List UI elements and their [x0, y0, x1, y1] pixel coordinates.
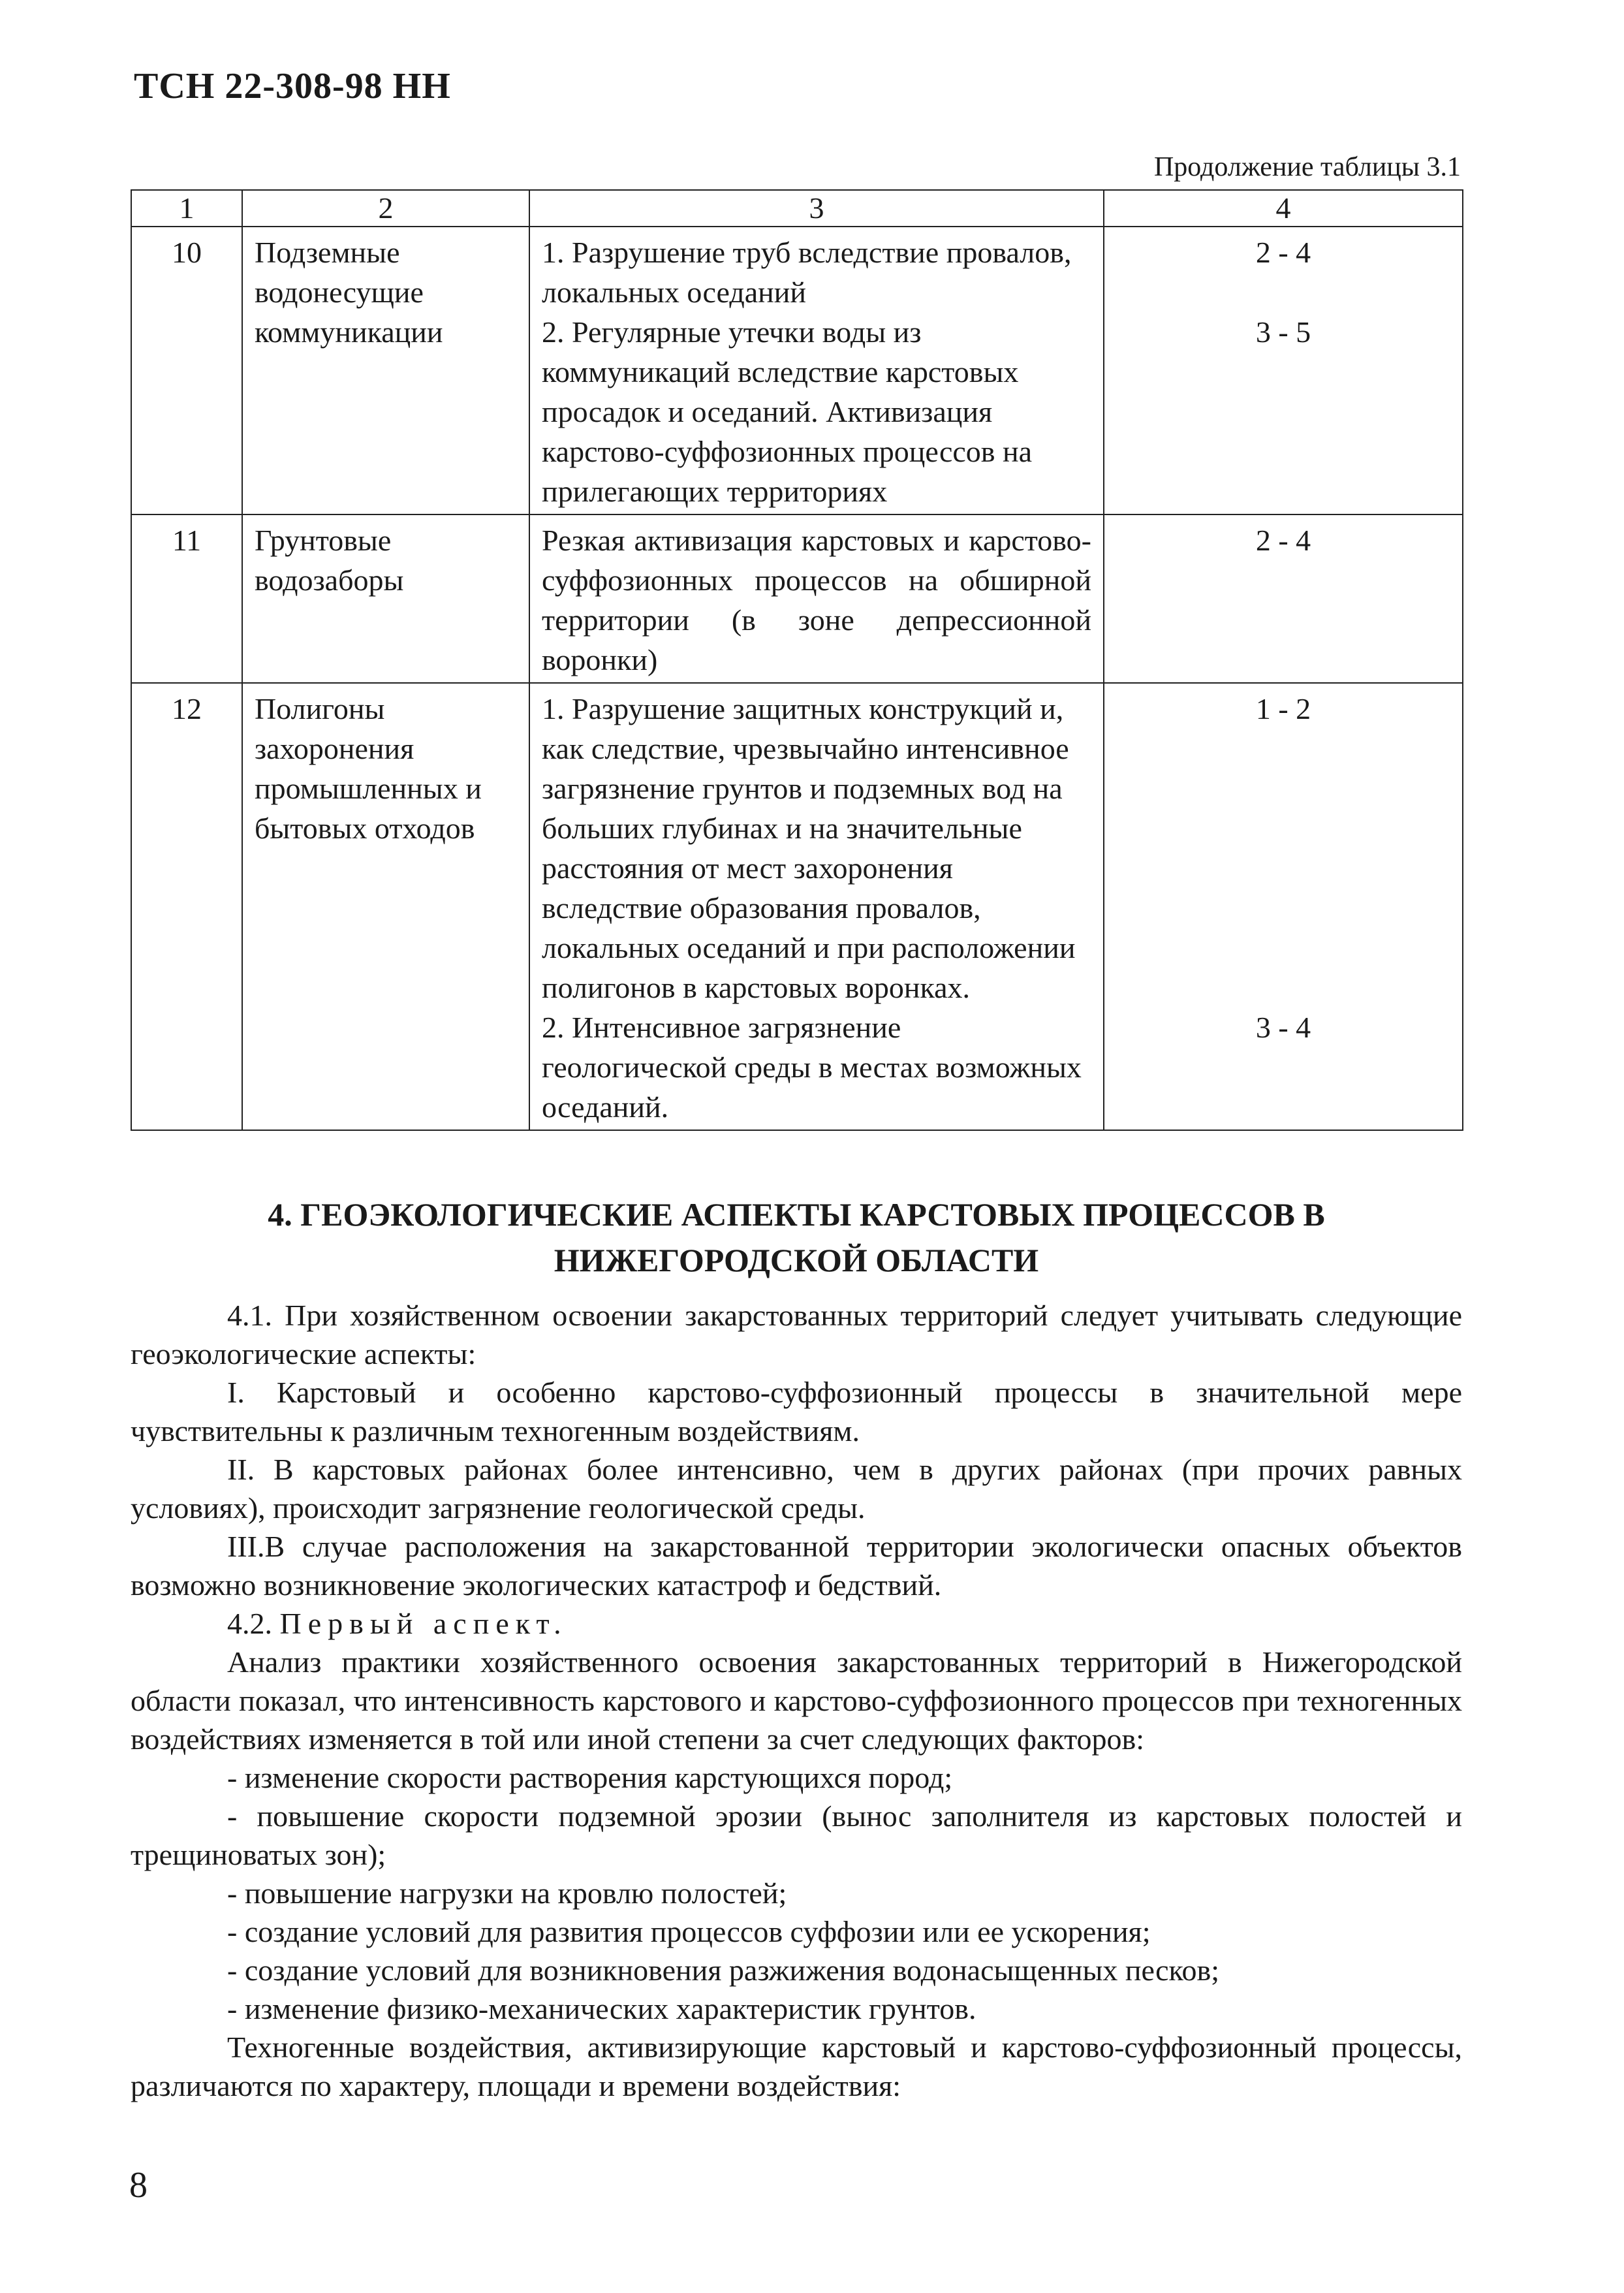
row-number: 10 [131, 227, 242, 514]
object-line: промышленных и [255, 772, 482, 805]
object-line: захоронения [255, 732, 414, 765]
object-line: коммуникации [255, 315, 443, 349]
clause-number: 4.2. [227, 1607, 272, 1640]
object-cell [242, 227, 529, 514]
rating-cell [1104, 683, 1463, 1130]
object-line: Грунтовые [255, 524, 392, 557]
spaced-heading: Первый аспект. [279, 1607, 568, 1640]
object-line: бытовых отходов [255, 812, 475, 845]
list-item: - создание условий для развития процессов суффозии или ее ускорения; [227, 1915, 1151, 1948]
impact-cell [529, 514, 1104, 683]
object-line: водонесущие [255, 276, 424, 309]
paragraph [131, 1604, 1462, 1643]
object-line: водозаборы [255, 563, 404, 597]
impact-cell [529, 227, 1104, 514]
object-cell [242, 514, 529, 683]
impact-cell [529, 683, 1104, 1130]
rating-cell [1104, 514, 1463, 683]
column-number-4: 4 [1104, 190, 1463, 227]
paragraph: 4.1. При хозяйственном освоении закарстованных территорий следует учитывать следующие геоэкологические аспекты: [131, 1299, 1462, 1370]
document-code: ТСН 22-308-98 НН [134, 66, 451, 106]
rating-value: 3 - 5 [1255, 315, 1311, 349]
paragraph: Техногенные воздействия, активизирующие карстовый и карстово-суффозионный процессы, различаются по характеру, площади и времени воздействия: [131, 2031, 1462, 2102]
rating-value: 1 - 2 [1255, 692, 1311, 725]
rating-value: 3 - 4 [1255, 1011, 1311, 1044]
section-heading [131, 1192, 1462, 1283]
column-number-1: 1 [131, 190, 242, 227]
column-number-row [131, 190, 1463, 227]
object-line: Полигоны [255, 692, 385, 725]
object-cell [242, 683, 529, 1130]
rating-value: 2 - 4 [1255, 524, 1311, 557]
list-item: - изменение скорости растворения карстующихся пород; [227, 1761, 953, 1794]
page-number: 8 [129, 2165, 148, 2206]
rating-cell [1104, 227, 1463, 514]
paragraph: III.В случае расположения на закарстованной территории экологически опасных объектов возможно возникновение экологических катастроф и бедствий. [131, 1530, 1462, 1602]
impact-item: 1. Разрушение защитных конструкций и, как следствие, чрезвычайно интенсивное загрязнение грунтов и подземных вод на больших глубинах и на значительные расстояния от мест захоронения вследствие образования провалов, локальных оседаний и при расположении полигонов в карстовых воронках. [542, 692, 1076, 1004]
impact-item: 1. Разрушение труб вследствие провалов, локальных оседаний [542, 236, 1072, 309]
list-item: - изменение физико-механических характеристик грунтов. [227, 1992, 976, 2025]
table-row [131, 514, 1463, 683]
paragraph: I. Карстовый и особенно карстово-суффозионный процессы в значительной мере чувствительны к различным техногенным воздействиям. [131, 1376, 1462, 1447]
table-3-1-continuation [131, 189, 1463, 1131]
table-continuation-label: Продолжение таблицы 3.1 [1153, 152, 1461, 182]
section-heading-line: 4. ГЕОЭКОЛОГИЧЕСКИЕ АСПЕКТЫ КАРСТОВЫХ ПРОЦЕССОВ В [268, 1196, 1325, 1233]
rating-value: 2 - 4 [1255, 236, 1311, 269]
object-line: Подземные [255, 236, 400, 269]
list-item: - повышение скорости подземной эрозии (вынос заполнителя из карстовых полостей и трещиноватых зон); [131, 1799, 1462, 1871]
section-body [131, 1296, 1462, 2105]
list-item: - создание условий для возникновения разжижения водонасыщенных песков; [227, 1953, 1219, 1987]
paragraph: II. В карстовых районах более интенсивно, чем в других районах (при прочих равных условиях), происходит загрязнение геологической среды. [131, 1453, 1462, 1525]
impact-item: Резкая активизация карстовых и карстово-суффозионных процессов на обширной территории (в зоне депрессионной воронки) [542, 524, 1091, 676]
row-number: 12 [131, 683, 242, 1130]
column-number-3: 3 [529, 190, 1104, 227]
table-row [131, 227, 1463, 514]
impact-item: 2. Регулярные утечки воды из коммуникаций вследствие карстовых просадок и оседаний. Активизация карстово-суффозионных процессов на прилегающих территориях [542, 315, 1033, 508]
paragraph: Анализ практики хозяйственного освоения закарстованных территорий в Нижегородской области показал, что интенсивность карстового и карстово-суффозионного процессов при техногенных воздействиях изменяется в той или иной степени за счет следующих факторов: [131, 1645, 1462, 1756]
list-item: - повышение нагрузки на кровлю полостей; [227, 1876, 787, 1910]
column-number-2: 2 [242, 190, 529, 227]
row-number: 11 [131, 514, 242, 683]
impact-item: 2. Интенсивное загрязнение геологической среды в местах возможных оседаний. [542, 1011, 1082, 1124]
section-heading-line: НИЖЕГОРОДСКОЙ ОБЛАСТИ [554, 1242, 1039, 1278]
table-row [131, 683, 1463, 1130]
